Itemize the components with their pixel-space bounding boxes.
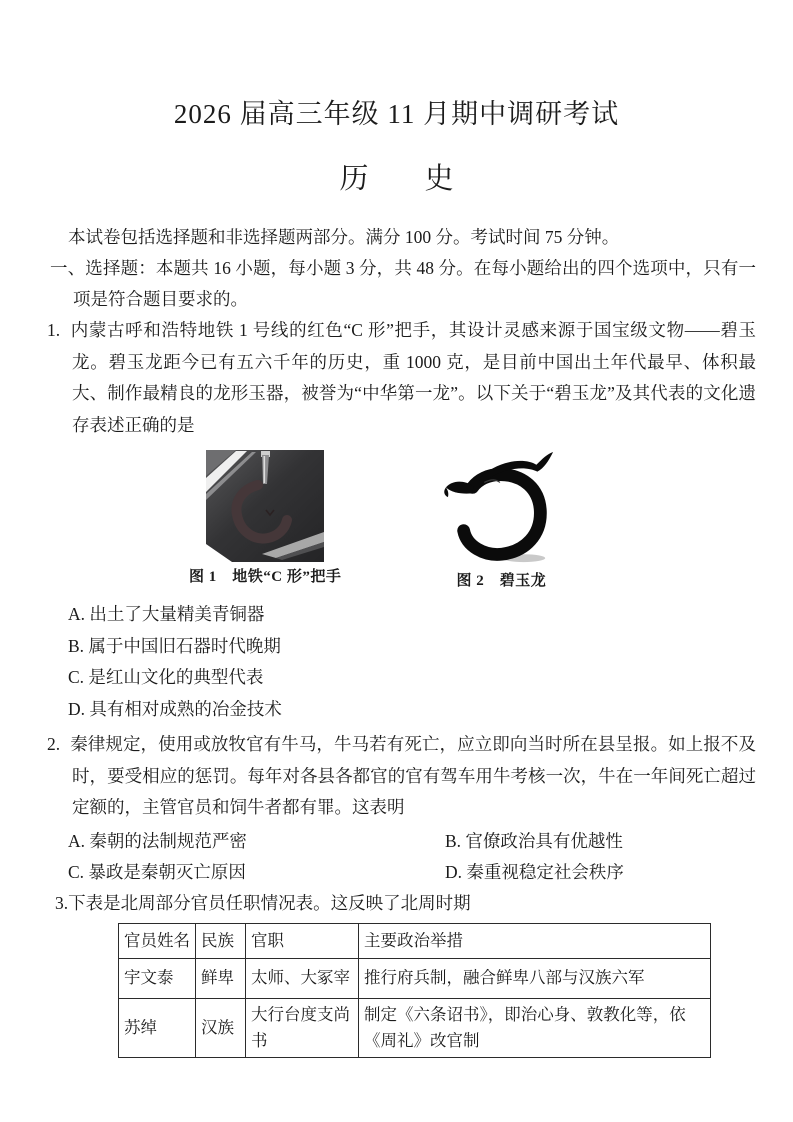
table-row <box>119 998 711 1057</box>
question-2-text: 2. 秦律规定，使用或放牧官有牛马，牛马若有死亡，应立即向当时所在县呈报。如上报不及时，要受相应的惩罚。每年对各县各都官的官有驾车用牛考核一次，牛在一年间死亡超过定额的，主管官员和饲牛者都有罪。这表明 <box>47 734 756 817</box>
table-header-name: 官员姓名 <box>119 923 196 958</box>
question-2 <box>37 729 756 888</box>
section1-heading: 一、选择题：本题共 16 小题，每小题 3 分，共 48 分。在每小题给出的四个选项中，只有一项是符合题目要求的。 <box>50 258 756 309</box>
cell-name: 苏绰 <box>119 998 196 1057</box>
table-header-row <box>119 923 711 958</box>
cell-ethnicity: 汉族 <box>196 998 246 1057</box>
subject-char-shi: 史 <box>424 163 454 195</box>
option-2b: B. 官僚政治具有优越性 <box>445 830 623 851</box>
officials-table <box>118 923 711 1058</box>
cell-measures: 推行府兵制，融合鲜卑八部与汉族六军 <box>359 958 711 998</box>
question-3-text: 3.下表是北周部分官员任职情况表。这反映了北周时期 <box>55 892 471 913</box>
figure-2 <box>437 450 565 590</box>
question-1-text: 1. 内蒙古呼和浩特地铁 1 号线的红色“C 形”把手，其设计灵感来源于国宝级文物——碧玉龙。碧玉龙距今已有五六千年的历史，重 1000 克，是目前中国出土年代最早、体积最大、制作最精良的龙形玉器，被誉为“中华第一龙”。以下关于“碧玉龙”及其代表的文化遗存表述正确的是 <box>47 320 756 435</box>
option-2d: D. 秦重视稳定社会秩序 <box>445 861 624 882</box>
subway-handle-image <box>206 450 324 562</box>
question-2-options <box>68 826 756 888</box>
table-header-post: 官职 <box>246 923 359 958</box>
option-2a: A. 秦朝的法制规范严密 <box>68 830 247 851</box>
cell-ethnicity: 鲜卑 <box>196 958 246 998</box>
question-1-figures <box>37 450 756 590</box>
cell-post: 太师、大冢宰 <box>246 958 359 998</box>
question-2-number: 2. <box>47 734 61 754</box>
exam-title: 2026 届高三年级 11 月期中调研考试 <box>173 99 620 129</box>
subject-title <box>37 159 756 199</box>
question-1 <box>37 315 756 725</box>
question-1-number: 1. <box>47 320 61 340</box>
option-1d: D. 具有相对成熟的冶金技术 <box>68 698 282 719</box>
figure-1 <box>189 450 341 586</box>
jade-dragon-svg <box>437 450 565 566</box>
option-1b: B. 属于中国旧石器时代晚期 <box>68 635 281 656</box>
subject-char-li: 历 <box>339 163 369 195</box>
question-1-options <box>68 599 756 725</box>
option-2c: C. 暴政是秦朝灭亡原因 <box>68 861 246 882</box>
figure-2-caption: 图 2 碧玉龙 <box>456 573 547 589</box>
subway-handle-photo <box>206 450 324 562</box>
question-3 <box>37 888 756 1058</box>
table-header-measures: 主要政治举措 <box>359 923 711 958</box>
jade-dragon-image <box>437 450 565 566</box>
cell-post: 大行台度支尚书 <box>246 998 359 1057</box>
cell-measures: 制定《六条诏书》，即治心身、敦教化等，依《周礼》改官制 <box>359 998 711 1057</box>
option-1a: A. 出土了大量精美青铜器 <box>68 604 265 624</box>
exam-intro: 本试卷包括选择题和非选择题两部分。满分 100 分。考试时间 75 分钟。 <box>68 227 620 247</box>
cell-name: 宇文泰 <box>119 958 196 998</box>
table-header-ethnicity: 民族 <box>196 923 246 958</box>
table-row <box>119 958 711 998</box>
option-1c: C. 是红山文化的典型代表 <box>68 667 264 687</box>
figure-1-caption: 图 1 地铁“C 形”把手 <box>189 569 342 585</box>
